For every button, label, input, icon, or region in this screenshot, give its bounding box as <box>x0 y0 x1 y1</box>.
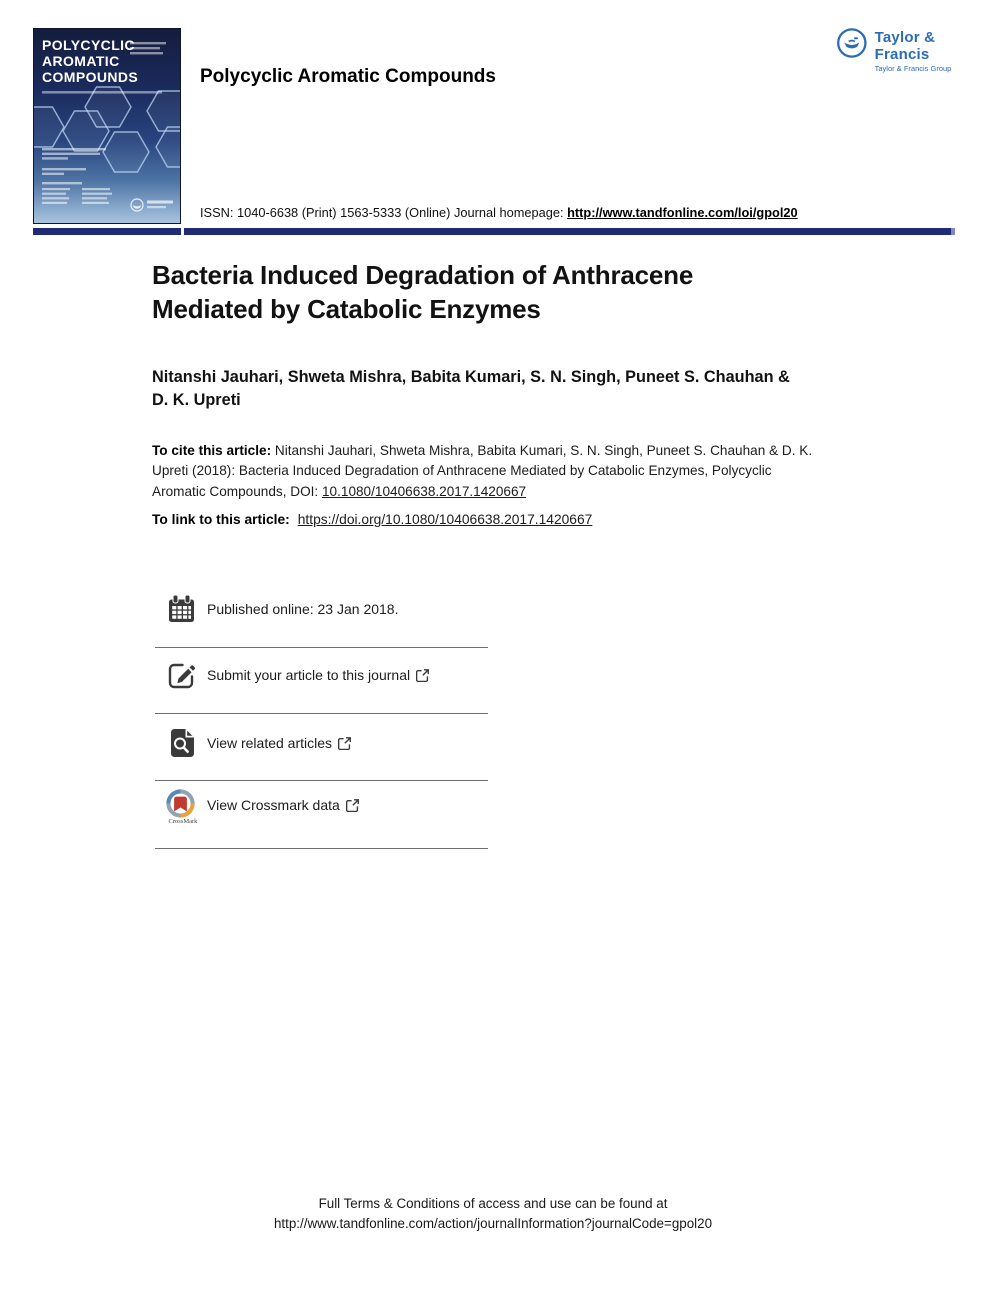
cover-journal-title <box>42 37 138 85</box>
external-link-icon <box>416 669 429 682</box>
published-online-row <box>165 592 398 626</box>
crossmark-icon <box>165 788 198 825</box>
navy-rule-tip <box>951 228 955 235</box>
footer-terms-text: Full Terms & Conditions of access and use can be found at <box>318 1196 668 1211</box>
cover-title-line: AROMATIC <box>42 53 120 69</box>
view-crossmark-link[interactable] <box>165 788 359 825</box>
external-link-icon <box>346 799 359 812</box>
crossmark-caption: CrossMark <box>168 818 198 825</box>
view-related-articles-label: View related articles <box>207 735 333 751</box>
divider <box>155 780 488 781</box>
cite-text: Nitanshi Jauhari, Shweta Mishra, Babita Kumari, S. N. Singh, Puneet S. Chauhan & D. K. Upreti (2018): Bacteria Induced Degradation of Anthracene Mediated by Catabolic Enzymes, Polycyclic Aromatic Compounds, DOI: <box>152 443 813 499</box>
link-label: To link to this article: <box>152 512 290 527</box>
divider <box>155 713 488 714</box>
journal-title: Polycyclic Aromatic Compounds <box>200 66 496 87</box>
cite-label: To cite this article: <box>152 443 272 458</box>
cover-title-line: POLYCYCLIC <box>42 37 135 53</box>
journal-cover-thumbnail <box>33 28 181 224</box>
issn-text: ISSN: 1040-6638 (Print) 1563-5333 (Online) Journal homepage: <box>200 205 568 220</box>
cover-title-line: COMPOUNDS <box>42 69 139 85</box>
view-crossmark-label: View Crossmark data <box>207 797 340 813</box>
footer-terms <box>0 1194 986 1234</box>
publisher-logo <box>836 26 986 73</box>
issn-homepage-line <box>200 205 798 220</box>
divider <box>155 848 488 849</box>
submit-article-label: Submit your article to this journal <box>207 667 411 683</box>
navy-rule-right <box>184 228 951 235</box>
published-online-label: Published online: 23 Jan 2018. <box>207 601 399 617</box>
submit-article-icon <box>165 658 197 692</box>
divider <box>155 647 488 648</box>
publisher-group: Taylor & Francis Group <box>874 64 952 73</box>
doi-link[interactable]: 10.1080/10406638.2017.1420667 <box>321 483 527 499</box>
article-title: Bacteria Induced Degradation of Anthracene Mediated by Catabolic Enzymes <box>152 260 694 324</box>
navy-rule-left <box>33 228 181 235</box>
article-link-line <box>152 512 592 527</box>
citation-block <box>152 441 822 502</box>
related-articles-icon <box>165 726 197 760</box>
taylor-francis-roundel-icon <box>836 26 868 60</box>
journal-homepage-link[interactable]: http://www.tandfonline.com/loi/gpol20 <box>567 205 798 220</box>
view-related-articles-link[interactable] <box>165 726 351 760</box>
publisher-name: Taylor & Francis <box>874 29 936 63</box>
footer-terms-link[interactable]: http://www.tandfonline.com/action/journalInformation?journalCode=gpol20 <box>273 1216 713 1231</box>
calendar-icon <box>165 592 197 626</box>
article-authors: Nitanshi Jauhari, Shweta Mishra, Babita Kumari, S. N. Singh, Puneet S. Chauhan & D. K. Upreti <box>152 368 790 409</box>
external-link-icon <box>338 737 351 750</box>
cover-mini-publisher-logo <box>131 199 173 211</box>
doi-url-link[interactable]: https://doi.org/10.1080/10406638.2017.1420667 <box>297 512 593 527</box>
submit-article-link[interactable] <box>165 658 429 692</box>
